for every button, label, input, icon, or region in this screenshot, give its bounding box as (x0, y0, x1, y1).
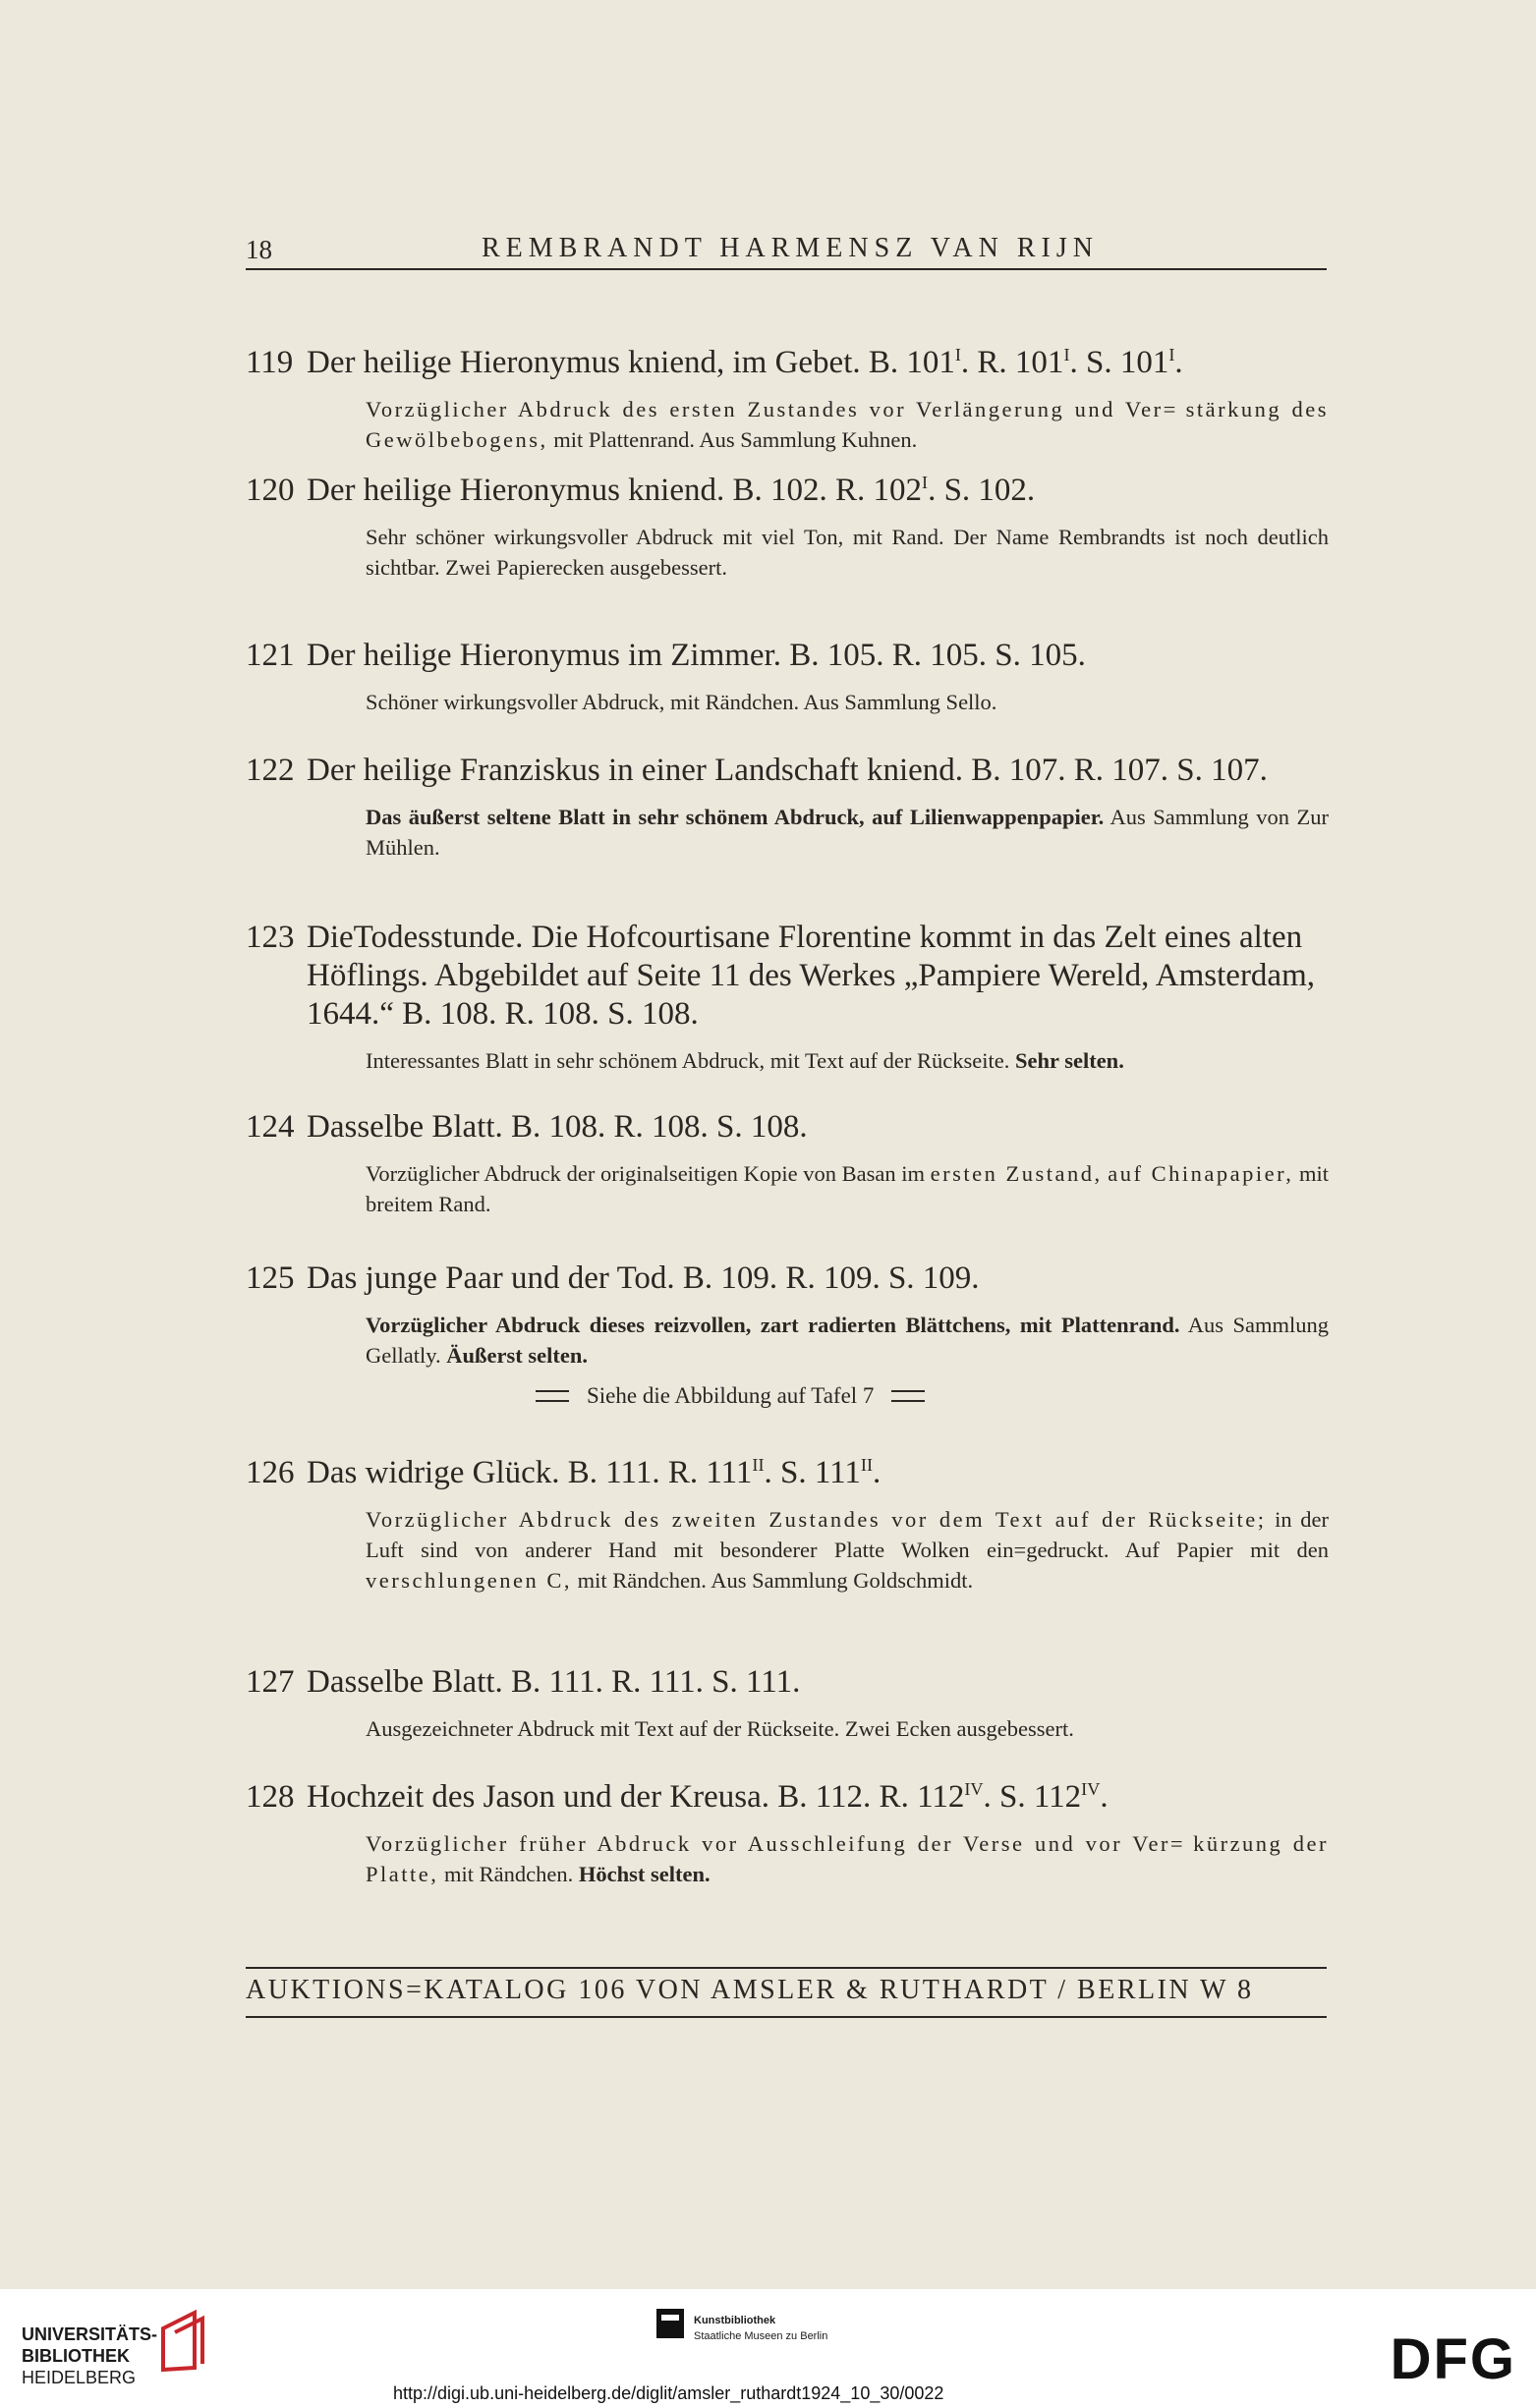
entry-number: 122 (246, 753, 295, 788)
entry-description: Vorzüglicher Abdruck des ersten Zustandes vor Verlängerung und Ver= stärkung des Gewölbebogens, mit Plattenrand. Aus Sammlung Kuhnen. (366, 397, 1329, 452)
entry-title: Das widrige Glück. B. 111. R. $111^{II}$. S. $111^{II}$. (307, 1455, 882, 1490)
entry-description: Interessantes Blatt in sehr schönem Abdruck, mit Text auf der Rückseite. Sehr selten. (366, 1048, 1124, 1073)
plate-note-text: Siehe die Abbildung auf Tafel 7 (587, 1383, 875, 1408)
kb-line-2: Staatliche Museen zu Berlin (694, 2330, 828, 2342)
running-header (246, 231, 1327, 270)
catalog-entry (246, 1108, 1329, 1219)
catalog-entry (246, 637, 1329, 717)
kunstbibliothek-logo[interactable] (656, 2309, 827, 2344)
entry-title: Der heilige Hieronymus kniend, im Gebet. B. $101^I$. R. $101^I$. S. $101^I$. (307, 345, 1183, 380)
ub-mark-icon (157, 2309, 212, 2379)
catalog-entry (246, 1778, 1329, 1889)
catalog-footer: AUKTIONS=KATALOG 106 VON AMSLER & RUTHARDT / BERLIN W 8 (246, 1975, 1254, 2005)
entry-title-line (246, 1663, 1329, 1702)
ub-heidelberg-logo[interactable] (22, 2324, 157, 2388)
catalog-entry (246, 752, 1329, 863)
entry-description: Vorzüglicher Abdruck der originalseitigen Kopie von Basan im ersten Zustand, auf Chinapapier, mit breitem Rand. (366, 1161, 1330, 1216)
entry-title-line (246, 752, 1329, 790)
entry-number: 125 (246, 1260, 295, 1296)
footer-rule-bottom (246, 2016, 1327, 2018)
entry-description: Vorzüglicher Abdruck dieses reizvollen, zart radierten Blättchens, mit Plattenrand. Aus Sammlung Gellatly. Äußerst selten. (366, 1313, 1329, 1368)
entry-description: Das äußerst seltene Blatt in sehr schönem Abdruck, auf Lilienwappenpapier. Aus Sammlung von Zur Mühlen. (366, 805, 1329, 860)
page-number: 18 (246, 235, 272, 264)
entry-number: 124 (246, 1109, 295, 1145)
catalog-entry (246, 344, 1329, 455)
kunstbibliothek-icon (656, 2309, 684, 2338)
entry-description: Sehr schöner wirkungsvoller Abdruck mit viel Ton, mit Rand. Der Name Rembrandts ist noch deutlich sichtbar. Zwei Papierecken ausgebessert. (366, 525, 1329, 580)
entry-description: Schöner wirkungsvoller Abdruck, mit Rändchen. Aus Sammlung Sello. (366, 690, 997, 714)
entry-title-continuation: 1644.“ B. 108. R. 108. S. 108. (307, 996, 699, 1032)
dfg-logo[interactable]: DFG (1390, 2327, 1516, 2391)
page-url-link[interactable]: http://digi.ub.uni-heidelberg.de/diglit/amsler_ruthardt1924_10_30/0022 (393, 2383, 944, 2403)
entry-number: 119 (246, 345, 294, 380)
catalog-entry (246, 1663, 1329, 1744)
footer-rule-top (246, 1967, 1327, 1969)
entry-number: 120 (246, 473, 295, 508)
entry-number: 121 (246, 638, 295, 673)
entry-title: Hochzeit des Jason und der Kreusa. B. 112. R. $112^{IV}$. S. $112^{IV}$. (307, 1779, 1109, 1815)
entry-title-line (246, 1260, 1329, 1298)
double-rule-left (536, 1390, 569, 1402)
entry-description: Ausgezeichneter Abdruck mit Text auf der Rückseite. Zwei Ecken ausgebessert. (366, 1716, 1074, 1741)
entry-number: 123 (246, 920, 295, 955)
entry-title: Der heilige Hieronymus kniend. B. 102. R. $102^I$. S. 102. (307, 473, 1036, 508)
catalog-entry (246, 1454, 1329, 1596)
entry-title-line (246, 1454, 1329, 1492)
logo-line-3: HEIDELBERG (22, 2368, 137, 2387)
logo-line-1: UNIVERSITÄTS- (22, 2324, 158, 2344)
entry-title: Der heilige Franziskus in einer Landschaft kniend. B. 107. R. 107. S. 107. (307, 753, 1268, 788)
entry-number: 127 (246, 1664, 295, 1700)
running-title: REMBRANDT HARMENSZ VAN RIJN (482, 233, 1099, 263)
entry-title: Der heilige Hieronymus im Zimmer. B. 105. R. 105. S. 105. (307, 638, 1086, 673)
entry-title-line (246, 637, 1329, 675)
entry-description: Vorzüglicher früher Abdruck vor Ausschleifung der Verse und vor Ver= kürzung der Platte, mit Rändchen. Höchst selten. (366, 1831, 1329, 1886)
entry-number: 126 (246, 1455, 295, 1490)
double-rule-right (891, 1390, 925, 1402)
kb-line-1: Kunstbibliothek (694, 2315, 776, 2326)
entry-title-line (246, 1778, 1329, 1817)
entry-title-line (246, 1108, 1329, 1147)
entry-title-continuation: Höflings. Abgebildet auf Seite 11 des Werkes „Pampiere Wereld, Amsterdam, (307, 958, 1315, 993)
entry-title-line (246, 919, 1329, 957)
entry-title: Das junge Paar und der Tod. B. 109. R. 109. S. 109. (307, 1260, 980, 1296)
catalog-entry (246, 472, 1329, 583)
entry-title: DieTodesstunde. Die Hofcourtisane Florentine kommt in das Zelt eines alten (307, 920, 1303, 955)
entry-title-line (246, 472, 1329, 510)
entry-title: Dasselbe Blatt. B. 111. R. 111. S. 111. (307, 1664, 801, 1700)
catalog-entry (246, 1260, 1329, 1371)
entry-title: Dasselbe Blatt. B. 108. R. 108. S. 108. (307, 1109, 808, 1145)
entry-description: Vorzüglicher Abdruck des zweiten Zustandes vor dem Text auf der Rückseite; in der Luft sind von anderer Hand mit besonderer Platte Wolken ein=gedruckt. Auf Papier mit den verschlungenen C, mit Rändchen. Aus Sammlung Goldschmidt. (366, 1507, 1329, 1593)
entry-title-line (246, 344, 1329, 382)
logo-line-2: BIBLIOTHEK (22, 2346, 130, 2366)
entry-number: 128 (246, 1779, 295, 1815)
catalog-entry (246, 919, 1329, 1076)
plate-note (536, 1383, 925, 1409)
